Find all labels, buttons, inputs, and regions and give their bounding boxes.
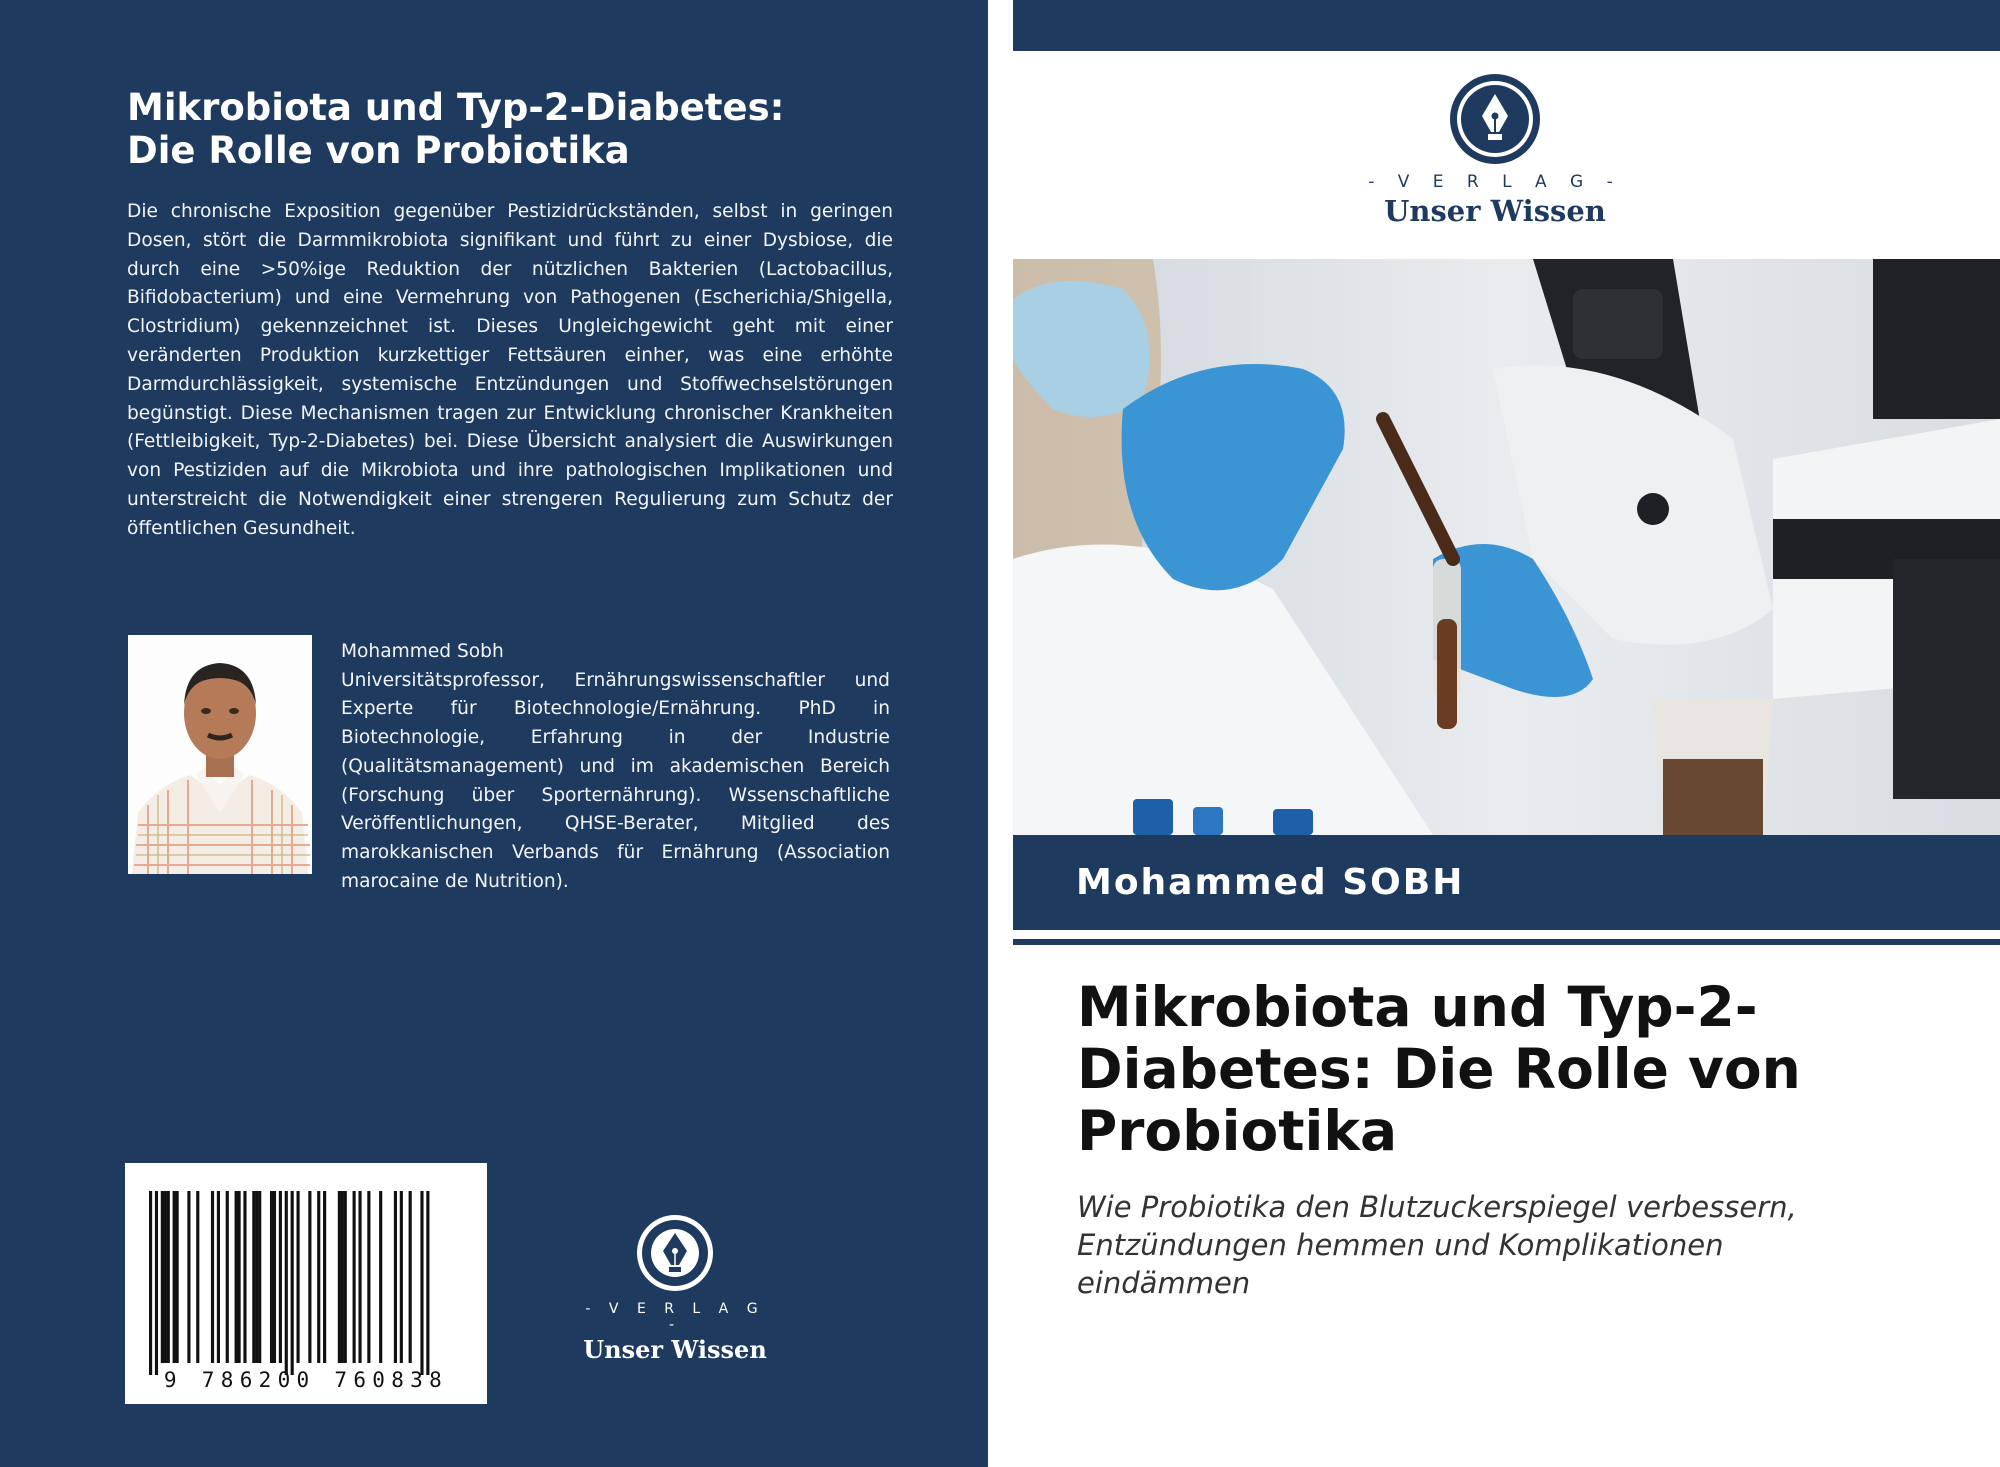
barcode-bar	[155, 1191, 158, 1375]
subtitle-line-2: Entzündungen hemmen und Komplikationen	[1077, 1228, 1724, 1262]
author-photo	[128, 635, 312, 874]
barcode-bar	[211, 1191, 214, 1363]
barcode-bar	[317, 1191, 320, 1363]
barcode-bar	[367, 1191, 370, 1363]
isbn-digits: 9 786200 760838	[163, 1368, 449, 1392]
barcode-bar	[297, 1191, 300, 1363]
barcode-bar	[291, 1191, 294, 1375]
back-title-line-1: Mikrobiota und Typ-2-Diabetes:	[127, 86, 785, 129]
barcode-bar	[285, 1191, 288, 1375]
front-logo-verlag: - V E R L A G -	[1368, 172, 1622, 192]
barcode-bar	[176, 1191, 179, 1363]
barcode-bar	[196, 1191, 199, 1363]
back-cover-title	[127, 86, 887, 172]
barcode-bar	[258, 1191, 261, 1363]
back-cover-blurb: Die chronische Exposition gegenüber Pestizidrückständen, selbst in geringen Dosen, stört die Darmmikrobiota signifikant und führt zu einer Dysbiose, die durch eine >50%ige Reduktion der nützlichen Bakterien (Lactobacillus, Bifidobacterium) und eine Vermehrung von Pathogenen (Escherichia/Shigella, Clostridium) gekennzeichnet ist. Dieses Ungleichgewicht geht mit einer veränderten Produktion kurzkettiger Fettsäuren einher, was eine erhöhte Darmdurchlässigkeit, systemische Entzündungen und Stoffwechselstörungen begünstigt. Diese Mechanismen tragen zur Entwicklung chronischer Krankheiten (Fettleibigkeit, Typ-2-Diabetes) bei. Diese Übersicht analysiert die Auswirkungen von Pestiziden auf die Mikrobiota und ihre pathologischen Implikationen und unterstreicht die Notwendigkeit einer strengeren Regulierung zum Schutz der öffentlichen Gesundheit.	[127, 201, 893, 539]
front-title-line-2: Diabetes: Die Rolle von	[1077, 1037, 1801, 1101]
barcode-bar	[173, 1191, 176, 1363]
barcode-bar	[358, 1191, 361, 1363]
back-publisher-logo	[580, 1213, 770, 1364]
barcode-bar	[167, 1191, 170, 1363]
barcode-bar	[255, 1191, 258, 1363]
back-logo-verlag: - V E R L A G -	[585, 1301, 765, 1333]
barcode-bar	[323, 1191, 326, 1363]
barcode-bar	[394, 1191, 397, 1363]
publisher-seal-icon	[635, 1213, 715, 1293]
front-divider-rule	[1013, 939, 2000, 945]
front-title-line-3: Probiotika	[1077, 1099, 1398, 1163]
barcode-bar	[270, 1191, 273, 1363]
front-title-line-1: Mikrobiota und Typ-2-	[1077, 975, 1758, 1039]
barcode-bar	[426, 1191, 429, 1375]
barcode-bar	[308, 1191, 311, 1363]
barcode-bar	[161, 1191, 164, 1363]
barcode-bar	[279, 1191, 282, 1363]
front-logo-name: Unser Wissen	[1384, 194, 1606, 228]
spine-gap	[988, 0, 1013, 1467]
barcode-bar	[341, 1191, 344, 1363]
barcode-bar	[252, 1191, 255, 1363]
front-cover-subtitle	[1077, 1188, 1957, 1302]
barcode-bar	[409, 1191, 412, 1363]
back-cover	[0, 0, 988, 1467]
subtitle-line-1: Wie Probiotika den Blutzuckerspiegel verbessern,	[1077, 1190, 1797, 1224]
barcode-bar	[217, 1191, 220, 1363]
barcode-bar	[273, 1191, 276, 1363]
barcode-bar	[164, 1191, 167, 1363]
barcode-bar	[353, 1191, 356, 1363]
barcode-bar	[187, 1191, 190, 1363]
author-bio	[341, 638, 890, 896]
publisher-seal-icon	[1448, 72, 1542, 166]
subtitle-line-3: eindämmen	[1077, 1266, 1251, 1300]
back-logo-name: Unser Wissen	[583, 1335, 767, 1364]
front-author-bar	[1013, 835, 2000, 930]
barcode-bar	[149, 1191, 152, 1375]
front-top-bar	[1013, 0, 2000, 51]
barcode-bar	[400, 1191, 403, 1363]
back-title-line-2: Die Rolle von Probiotika	[127, 129, 630, 172]
isbn-barcode	[125, 1163, 487, 1404]
barcode-bar	[235, 1191, 238, 1363]
cover-photo-lab	[1013, 259, 2000, 835]
barcode-bar	[338, 1191, 341, 1363]
barcode-bar	[420, 1191, 423, 1375]
barcode-bar	[379, 1191, 382, 1363]
author-bio-text: Universitätsprofessor, Ernährungswissenschaftler und Experte für Biotechnologie/Ernährung. PhD in Biotechnologie, Erfahrung in der Industrie (Qualitätsmanagement) und im akademischen Bereich (Forschung über Sporternährung). Wssenschaftliche Veröffentlichungen, QHSE-Berater, Mitglied des marokkanischen Verbands für Ernährung (Association marocaine de Nutrition).	[341, 669, 890, 892]
barcode-bar	[243, 1191, 246, 1363]
barcode-bar	[344, 1191, 347, 1363]
barcode-bar	[226, 1191, 229, 1363]
author-bio-name: Mohammed Sobh	[341, 641, 504, 662]
front-author-name: Mohammed SOBH	[1076, 862, 1465, 903]
front-publisher-logo	[1340, 72, 1650, 232]
barcode-bar	[238, 1191, 241, 1363]
front-cover-title	[1077, 976, 1977, 1162]
